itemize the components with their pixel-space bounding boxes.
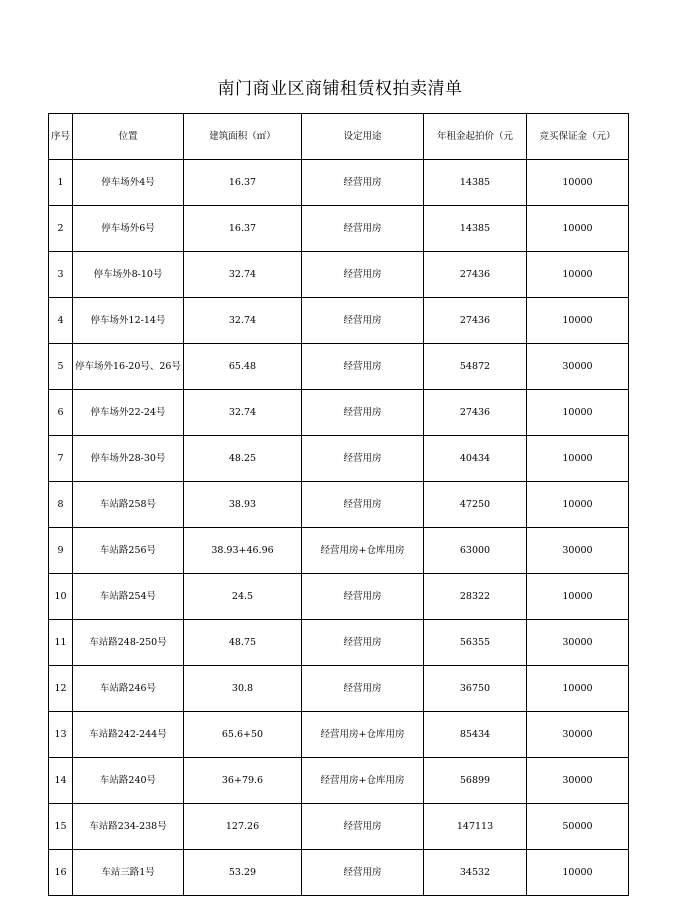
- cell-usage: 经营用房: [302, 620, 424, 666]
- cell-starting-rent: 147113: [424, 804, 527, 850]
- cell-location: 车站路246号: [73, 666, 184, 712]
- cell-usage: 经营用房: [302, 436, 424, 482]
- table-row: [49, 804, 629, 850]
- cell-index: 12: [49, 666, 73, 712]
- header-deposit: 竞买保证金（元）: [527, 114, 629, 160]
- cell-location: 停车场外4号: [73, 160, 184, 206]
- cell-deposit: 10000: [527, 574, 629, 620]
- cell-area: 32.74: [184, 252, 302, 298]
- cell-area: 16.37: [184, 206, 302, 252]
- cell-location: 车站三路1号: [73, 850, 184, 896]
- table-row: [49, 620, 629, 666]
- cell-deposit: 10000: [527, 666, 629, 712]
- cell-area: 127.26: [184, 804, 302, 850]
- cell-area: 24.5: [184, 574, 302, 620]
- cell-deposit: 50000: [527, 804, 629, 850]
- cell-area: 16.37: [184, 160, 302, 206]
- cell-area: 30.8: [184, 666, 302, 712]
- cell-starting-rent: 56899: [424, 758, 527, 804]
- cell-index: 11: [49, 620, 73, 666]
- cell-usage: 经营用房: [302, 344, 424, 390]
- cell-area: 32.74: [184, 298, 302, 344]
- cell-usage: 经营用房: [302, 252, 424, 298]
- cell-index: 8: [49, 482, 73, 528]
- header-starting-rent: 年租金起拍价（元: [424, 114, 527, 160]
- cell-starting-rent: 56355: [424, 620, 527, 666]
- cell-location: 车站路256号: [73, 528, 184, 574]
- cell-starting-rent: 63000: [424, 528, 527, 574]
- cell-index: 13: [49, 712, 73, 758]
- cell-deposit: 10000: [527, 390, 629, 436]
- rental-listing-table: [48, 113, 629, 896]
- cell-location: 停车场外8-10号: [73, 252, 184, 298]
- cell-starting-rent: 34532: [424, 850, 527, 896]
- cell-starting-rent: 40434: [424, 436, 527, 482]
- cell-usage: 经营用房: [302, 298, 424, 344]
- cell-index: 7: [49, 436, 73, 482]
- cell-location: 车站路248-250号: [73, 620, 184, 666]
- cell-starting-rent: 14385: [424, 206, 527, 252]
- cell-usage: 经营用房: [302, 482, 424, 528]
- table-row: [49, 758, 629, 804]
- cell-usage: 经营用房: [302, 574, 424, 620]
- cell-starting-rent: 27436: [424, 390, 527, 436]
- cell-location: 车站路242-244号: [73, 712, 184, 758]
- table-row: [49, 390, 629, 436]
- header-area: 建筑面积（㎡）: [184, 114, 302, 160]
- cell-location: 停车场外22-24号: [73, 390, 184, 436]
- cell-usage: 经营用房: [302, 390, 424, 436]
- cell-area: 32.74: [184, 390, 302, 436]
- cell-starting-rent: 27436: [424, 298, 527, 344]
- cell-index: 4: [49, 298, 73, 344]
- cell-area: 38.93+46.96: [184, 528, 302, 574]
- cell-area: 48.75: [184, 620, 302, 666]
- cell-starting-rent: 47250: [424, 482, 527, 528]
- cell-deposit: 10000: [527, 850, 629, 896]
- cell-index: 1: [49, 160, 73, 206]
- page-title: 南门商业区商铺租赁权拍卖清单: [217, 79, 463, 99]
- cell-starting-rent: 14385: [424, 160, 527, 206]
- table-row: [49, 206, 629, 252]
- cell-usage: 经营用房: [302, 804, 424, 850]
- cell-starting-rent: 85434: [424, 712, 527, 758]
- cell-location: 车站路240号: [73, 758, 184, 804]
- table-row: [49, 850, 629, 896]
- cell-index: 6: [49, 390, 73, 436]
- table-row: [49, 666, 629, 712]
- cell-location: 停车场外16-20号、26号: [73, 344, 184, 390]
- cell-deposit: 30000: [527, 758, 629, 804]
- cell-deposit: 10000: [527, 160, 629, 206]
- cell-index: 5: [49, 344, 73, 390]
- header-usage: 设定用途: [302, 114, 424, 160]
- cell-deposit: 10000: [527, 298, 629, 344]
- cell-deposit: 10000: [527, 482, 629, 528]
- cell-starting-rent: 36750: [424, 666, 527, 712]
- cell-usage: 经营用房: [302, 850, 424, 896]
- cell-area: 36+79.6: [184, 758, 302, 804]
- cell-index: 14: [49, 758, 73, 804]
- cell-location: 车站路258号: [73, 482, 184, 528]
- cell-usage: 经营用房: [302, 160, 424, 206]
- table-row: [49, 482, 629, 528]
- table-row: [49, 712, 629, 758]
- cell-index: 16: [49, 850, 73, 896]
- table-header-row: [49, 114, 629, 160]
- cell-starting-rent: 27436: [424, 252, 527, 298]
- cell-area: 65.6+50: [184, 712, 302, 758]
- cell-deposit: 30000: [527, 620, 629, 666]
- table-row: [49, 436, 629, 482]
- table-row: [49, 528, 629, 574]
- cell-deposit: 30000: [527, 344, 629, 390]
- cell-index: 2: [49, 206, 73, 252]
- cell-usage: 经营用房: [302, 206, 424, 252]
- table-row: [49, 298, 629, 344]
- table-row: [49, 574, 629, 620]
- cell-area: 65.48: [184, 344, 302, 390]
- cell-usage: 经营用房: [302, 666, 424, 712]
- cell-location: 车站路254号: [73, 574, 184, 620]
- cell-index: 9: [49, 528, 73, 574]
- cell-usage: 经营用房+仓库用房: [302, 712, 424, 758]
- cell-area: 38.93: [184, 482, 302, 528]
- cell-usage: 经营用房+仓库用房: [302, 528, 424, 574]
- cell-index: 3: [49, 252, 73, 298]
- header-index: 序号: [49, 114, 73, 160]
- cell-usage: 经营用房+仓库用房: [302, 758, 424, 804]
- table-row: [49, 344, 629, 390]
- cell-deposit: 10000: [527, 436, 629, 482]
- table-row: [49, 252, 629, 298]
- cell-area: 48.25: [184, 436, 302, 482]
- cell-starting-rent: 54872: [424, 344, 527, 390]
- cell-deposit: 30000: [527, 528, 629, 574]
- cell-deposit: 10000: [527, 206, 629, 252]
- header-location: 位置: [73, 114, 184, 160]
- cell-index: 10: [49, 574, 73, 620]
- cell-location: 停车场外6号: [73, 206, 184, 252]
- cell-location: 停车场外12-14号: [73, 298, 184, 344]
- cell-deposit: 10000: [527, 252, 629, 298]
- cell-deposit: 30000: [527, 712, 629, 758]
- cell-location: 停车场外28-30号: [73, 436, 184, 482]
- cell-location: 车站路234-238号: [73, 804, 184, 850]
- cell-index: 15: [49, 804, 73, 850]
- cell-starting-rent: 28322: [424, 574, 527, 620]
- table-row: [49, 160, 629, 206]
- cell-area: 53.29: [184, 850, 302, 896]
